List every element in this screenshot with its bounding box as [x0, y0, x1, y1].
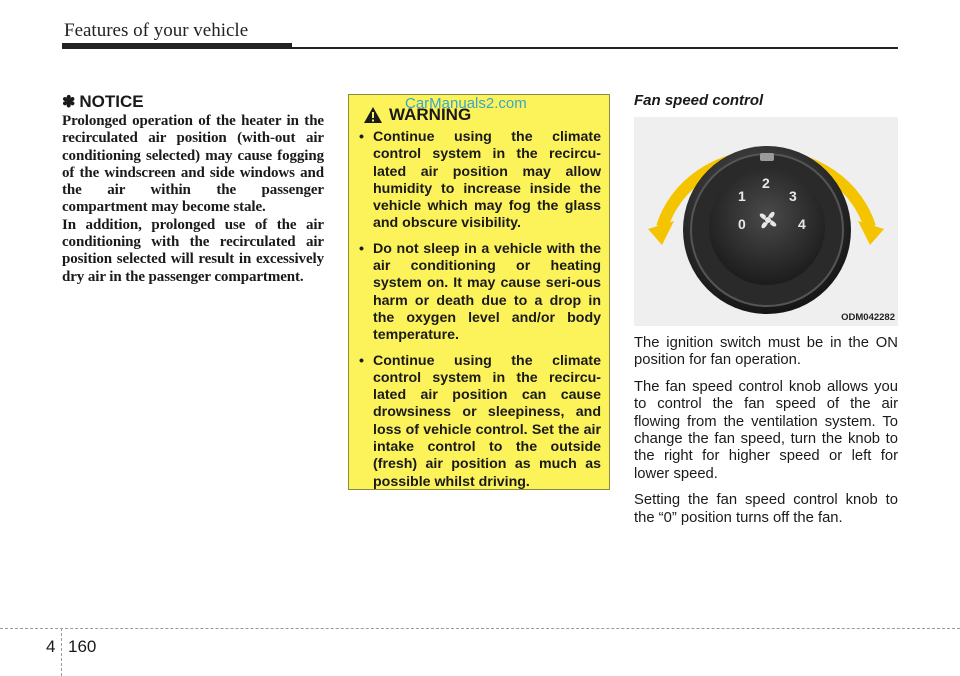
knob-label: 2: [762, 175, 770, 191]
footer-rule: [0, 628, 960, 629]
figure-code: ODM042282: [841, 312, 895, 323]
knob-label: 3: [789, 188, 797, 204]
watermark-text: CarManuals2.com: [405, 95, 527, 112]
warning-item: • Continue using the climate control system in the recircu-lated air position can cause drowsiness or sleepiness, and loss of vehicle control. Set the air intake control to the outside (fresh) air position as much as possible whilst driving.: [359, 353, 601, 491]
header-rule: [292, 47, 898, 49]
notice-paragraph: In addition, prolonged use of the air conditioning with the recirculated air position selected will result in excessively dry air in the passenger compartment.: [62, 216, 324, 285]
fan-section: [634, 92, 898, 527]
warning-item: • Continue using the climate control system in the recircu-lated air position may allow humidity to increase inside the vehicle which may fog the glass and obscure visibility.: [359, 129, 601, 233]
fan-paragraph: Setting the fan speed control knob to the “0” position turns off the fan.: [634, 492, 898, 526]
notice-section: [62, 92, 324, 286]
notice-paragraph: Prolonged operation of the heater in the recirculated air position (with-out air conditioning selected) may cause fogging of the windscreen and side windows and the air within the passenger compartment may become stale.: [62, 113, 324, 216]
warning-list: [359, 129, 601, 491]
footer-divider: [61, 628, 62, 676]
knob-label: 0: [738, 216, 746, 232]
knob-label: 1: [738, 188, 746, 204]
fan-knob-illustration: [634, 117, 898, 326]
warning-triangle-icon: [363, 106, 383, 124]
warning-item: • Do not sleep in a vehicle with the air conditioning or heating system on. It may cause seri-ous harm or death due to a drop in the oxygen level and/or body temperature.: [359, 241, 601, 345]
fan-knob-figure: [634, 117, 898, 326]
fan-section-title: Fan speed control: [634, 92, 764, 109]
header-rule-thick: [62, 43, 292, 49]
page-section-number: 4: [46, 637, 56, 656]
fan-paragraph: The fan speed control knob allows you to control the fan speed of the air flowing from the ventilation system. To change the fan speed, turn the knob to the right for higher speed or left for lower speed.: [634, 378, 898, 482]
fan-paragraph: The ignition switch must be in the ON position for fan operation.: [634, 335, 898, 369]
page-header-title: Features of your vehicle: [64, 20, 249, 41]
knob-label: 4: [798, 216, 806, 232]
warning-heading-text: WARNING: [389, 105, 472, 124]
notice-heading: [62, 92, 324, 112]
page-number: 160: [68, 637, 97, 656]
notice-heading-text: NOTICE: [79, 92, 144, 111]
cross-icon: ✽: [62, 94, 76, 111]
warning-box: [348, 94, 610, 490]
